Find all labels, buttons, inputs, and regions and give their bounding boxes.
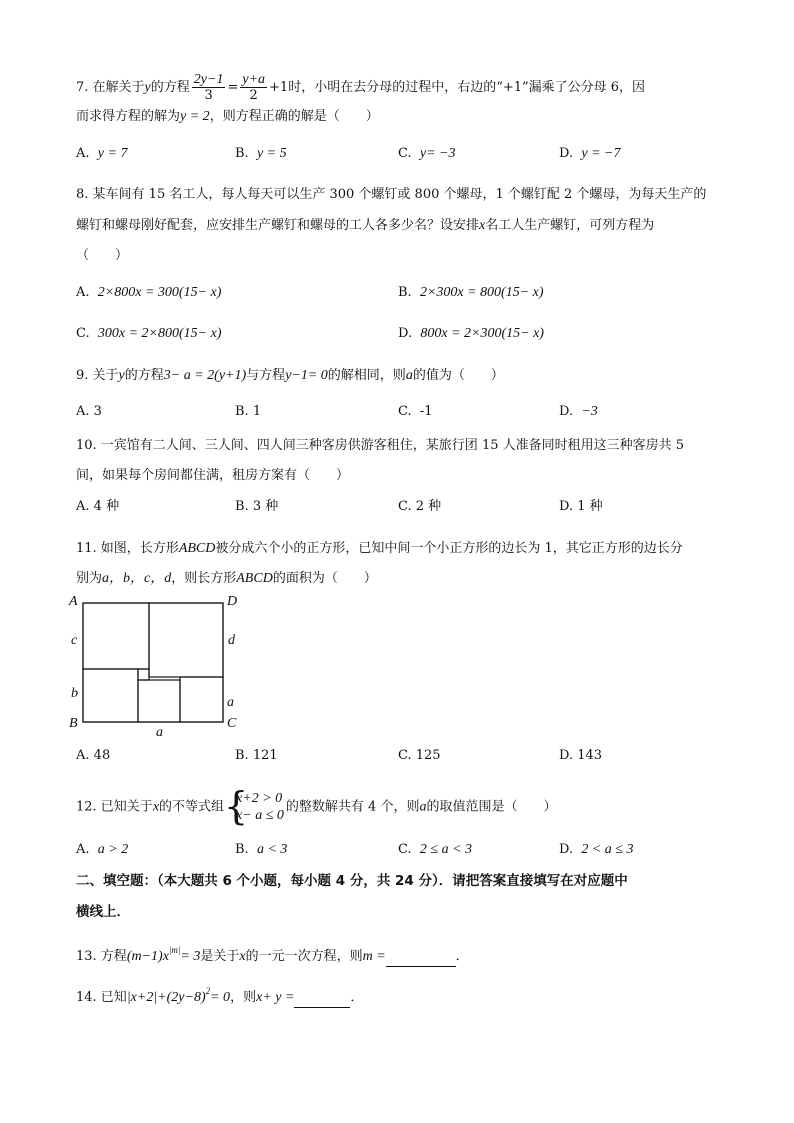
q7-text: ，则方程正确的解是（ ）: [209, 109, 379, 124]
q11-option-d: D. 143: [559, 748, 603, 763]
q12-line1: 12. 已知关于x的不等式组 { x+2 > 0 x− a ≤ 0 的整数解共有 4 个，则a的取值范围是（ ）: [76, 784, 557, 828]
q9-option-c: C. -1: [398, 404, 433, 419]
q7-option-b: B. y = 5: [235, 146, 287, 161]
q7-fraction-left: [192, 72, 226, 103]
q12-option-c: C. 2 ≤ a < 3: [398, 842, 473, 857]
q7-text: 7. 在解关于: [76, 80, 145, 95]
q10-option-d: D. 1 种: [559, 499, 603, 514]
fig-label-c-side: c: [71, 633, 78, 648]
q10-option-c: C. 2 种: [398, 499, 442, 514]
q14-line: 14. 已知$|x+2|+(2y-8)^2= 0$，则x+ y = ．: [76, 981, 363, 1008]
q8-option-a: A. 2×800x = 300(15− x): [76, 285, 222, 300]
fig-label-c-corner: C: [227, 716, 237, 731]
frac-denominator: 2: [249, 88, 258, 103]
square-d: [149, 603, 223, 677]
fig-label-b-corner: B: [69, 716, 78, 731]
square-a-left: [138, 680, 180, 722]
q11-line2: 别为a，b，c，d，则长方形ABCD的面积为（ ）: [76, 571, 377, 586]
q7-option-a: A. y = 7: [76, 146, 128, 161]
square-a-right: [180, 677, 223, 722]
fig-label-d-corner: D: [227, 594, 238, 609]
q8-option-d: D. 800x = 2×300(15− x): [398, 326, 544, 341]
brace-icon: {: [224, 784, 249, 828]
q11-option-a: A. 48: [76, 748, 111, 763]
q10-option-b: B. 3 种: [235, 499, 279, 514]
q11-option-b: B. 121: [235, 748, 278, 763]
q7-equals: =: [227, 80, 239, 95]
outer-rectangle-abcd: [83, 603, 223, 722]
q7-wrong-solution: y = 2: [180, 109, 210, 124]
q7-line1: [76, 72, 645, 103]
q8-line3: （ ）: [76, 248, 129, 263]
section2-heading: 二、填空题：（本大题共 6 个小题，每小题 4 分，共 24 分）．请把答案直接填写在对应题中: [76, 873, 628, 889]
square-b: [83, 669, 138, 722]
q11-line1: 11. 如图，长方形ABCD被分成六个小的正方形，已知中间一个小正方形的边长为 1，其它正方形的边长分: [76, 541, 683, 556]
q7-var: y: [144, 80, 151, 95]
frac-numerator: y+a: [242, 72, 266, 87]
fig-label-d-side: d: [228, 633, 235, 648]
frac-numerator: 2y−1: [193, 72, 224, 87]
q13-answer-blank[interactable]: [386, 952, 456, 967]
frac-denominator: 3: [204, 88, 213, 103]
q8-option-b: B. 2×300x = 800(15− x): [398, 285, 544, 300]
q8-option-c: C. 300x = 2×800(15− x): [76, 326, 222, 341]
fig-label-a-side: a: [227, 695, 234, 710]
q9-option-a: A. 3: [76, 404, 102, 419]
q13-line: 13. 方程$(m-1)x^{|m|}= 3$是关于x的一元一次方程，则m = ．: [76, 940, 469, 967]
fig-label-b-side: b: [71, 686, 78, 701]
q12-inequality-system: { x+2 > 0 x− a ≤ 0: [224, 784, 284, 828]
q9-option-b: B. 1: [235, 404, 262, 419]
q11-option-c: C. 125: [398, 748, 441, 763]
square-c: [83, 603, 149, 669]
q8-line1: 8. 某车间有 15 名工人，每人每天可以生产 300 个螺钉或 800 个螺母，1 个螺钉配 2 个螺母，为每天生产的: [76, 187, 707, 202]
q9-line1: 9. 关于y的方程3− a = 2(y+1)与方程y−1= 0的解相同，则a的值为（ ）: [76, 368, 504, 383]
q7-text: 的方程: [150, 80, 190, 95]
q7-line2: [76, 107, 379, 127]
q7-text: +1时，小明在去分母的过程中，右边的“+1”漏乘了公分母 6，因: [269, 80, 646, 95]
q11-rectangle-figure: [80, 600, 230, 728]
q12-option-d: D. 2 < a ≤ 3: [559, 842, 634, 857]
q7-option-d: D. y = −7: [559, 146, 621, 161]
q7-text: 而求得方程的解为: [76, 109, 181, 124]
square-center-1: [138, 669, 149, 680]
q14-answer-blank[interactable]: [294, 993, 350, 1008]
q12-option-a: A. a > 2: [76, 842, 129, 857]
q10-option-a: A. 4 种: [76, 499, 120, 514]
section2-heading-line2: 横线上．: [76, 904, 130, 920]
fig-label-a-corner: A: [69, 594, 78, 609]
q10-line2: 间，如果每个房间都住满，租房方案有（ ）: [76, 468, 350, 483]
q9-option-d: D. −3: [559, 404, 598, 419]
q12-option-b: B. a < 3: [235, 842, 288, 857]
q8-line2: 螺钉和螺母刚好配套，应安排生产螺钉和螺母的工人各多少名？设安排x名工人生产螺钉，可列方程为: [76, 218, 655, 233]
q7-option-c: C. y= −3: [398, 146, 456, 161]
q10-line1: 10. 一宾馆有二人间、三人间、四人间三种客房供游客租住，某旅行团 15 人准备同时租用这三种客房共 5: [76, 438, 685, 453]
fig-label-a-bottom: a: [156, 725, 163, 740]
q7-fraction-right: [240, 72, 267, 103]
